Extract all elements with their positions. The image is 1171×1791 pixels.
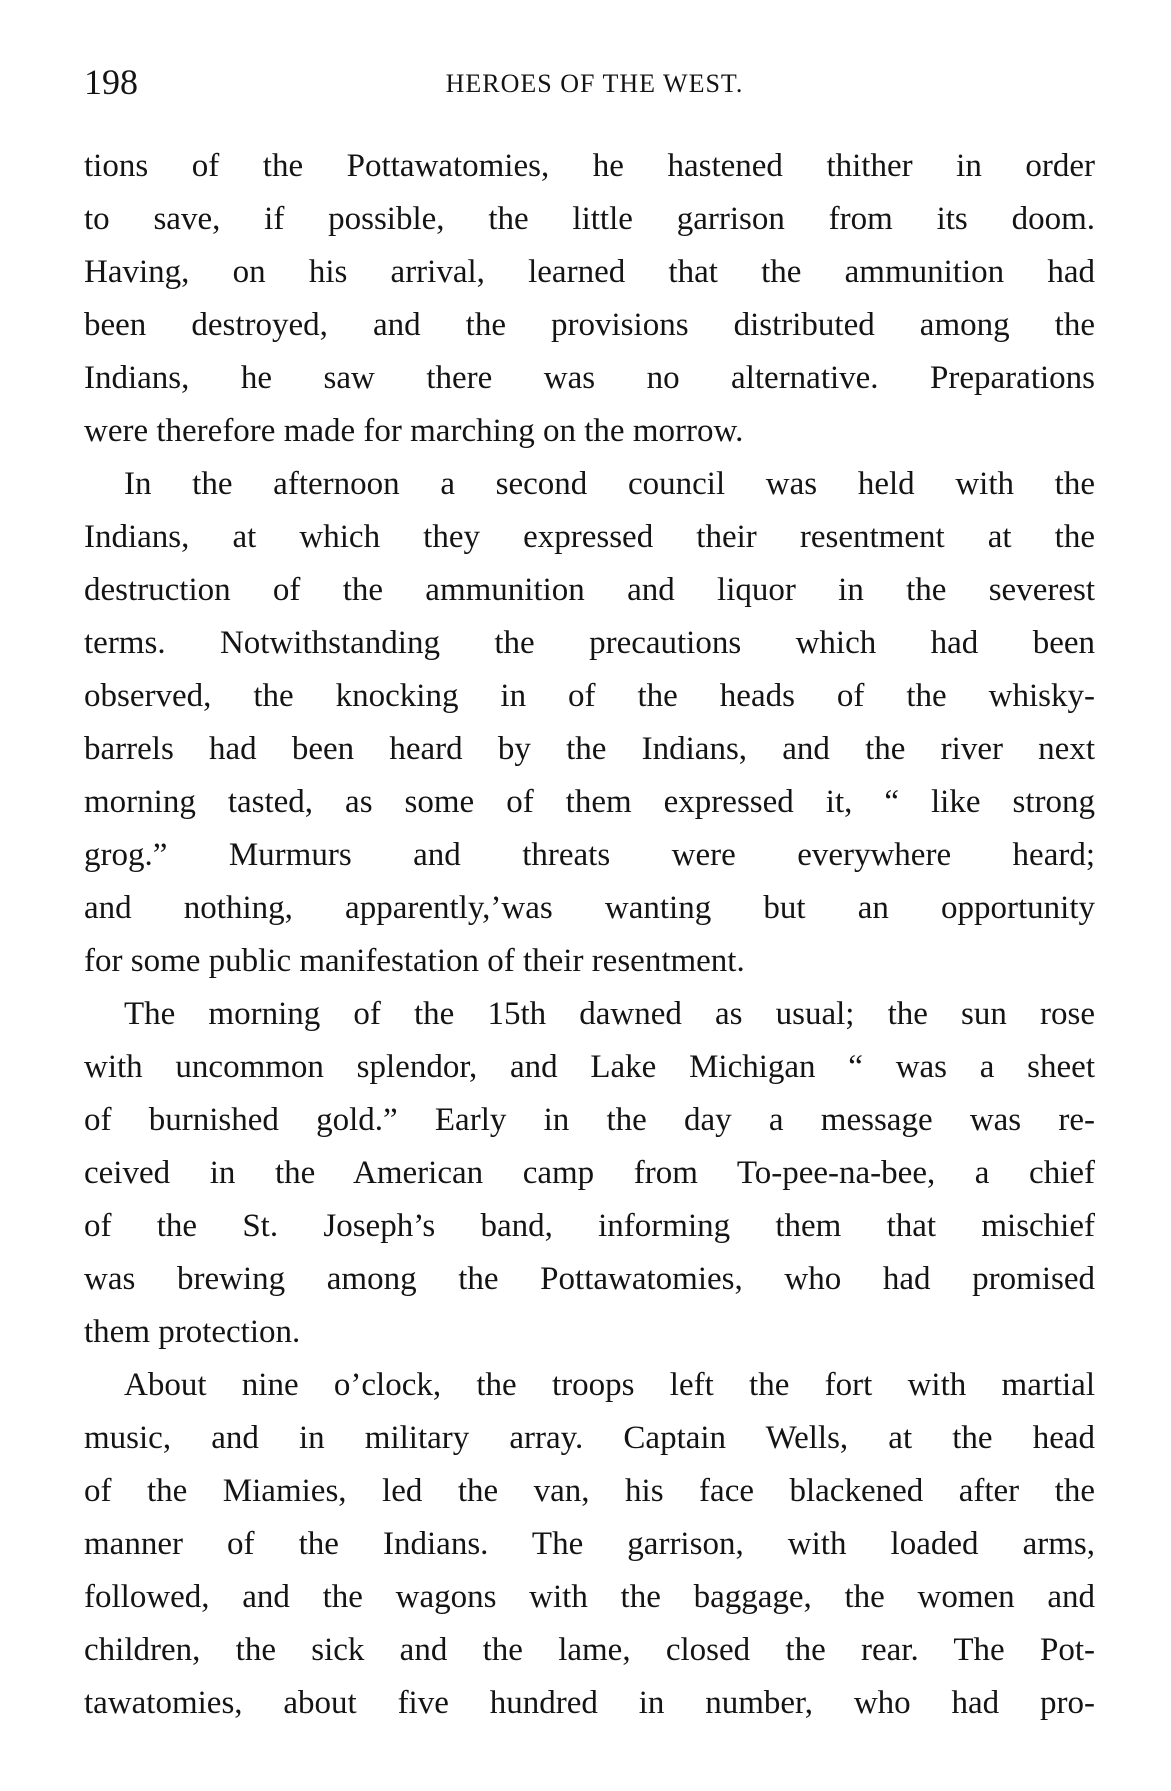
text-line: Indians, he saw there was no alternative. Preparations — [84, 360, 1095, 396]
text-line: The morning of the 15th dawned as usual; the sun rose — [124, 996, 1095, 1032]
text-line: ceived in the American camp from To-pee-na-bee, a chief — [84, 1155, 1095, 1191]
text-line: of burnished gold.” Early in the day a message was re- — [84, 1102, 1095, 1138]
text-line: for some public manifestation of their resentment. — [84, 943, 745, 979]
text-line: of the St. Joseph’s band, informing them that mischief — [84, 1208, 1095, 1244]
text-line: About nine o’clock, the troops left the fort with martial — [124, 1367, 1095, 1403]
text-line: Having, on his arrival, learned that the ammunition had — [84, 254, 1095, 290]
text-line: In the afternoon a second council was held with the — [124, 466, 1095, 502]
text-line: children, the sick and the lame, closed the rear. The Pot- — [84, 1632, 1095, 1668]
paragraph-2 — [84, 458, 1095, 988]
text-line: music, and in military array. Captain Wells, at the head — [84, 1420, 1095, 1456]
text-line: tawatomies, about five hundred in number, who had pro- — [84, 1685, 1095, 1721]
text-line: with uncommon splendor, and Lake Michigan “ was a sheet — [84, 1049, 1095, 1085]
text-line: destruction of the ammunition and liquor in the severest — [84, 572, 1095, 608]
text-line: barrels had been heard by the Indians, and the river next — [84, 731, 1095, 767]
body-text — [84, 140, 1095, 1730]
text-line: of the Miamies, led the van, his face blackened after the — [84, 1473, 1095, 1509]
text-line: been destroyed, and the provisions distributed among the — [84, 307, 1095, 343]
paragraph-3 — [84, 988, 1095, 1359]
running-title: HEROES OF THE WEST. — [445, 69, 744, 98]
text-line: observed, the knocking in of the heads of the whisky- — [84, 678, 1095, 714]
paragraph-4 — [84, 1359, 1095, 1730]
text-line: was brewing among the Pottawatomies, who had promised — [84, 1261, 1095, 1297]
text-line: manner of the Indians. The garrison, with loaded arms, — [84, 1526, 1095, 1562]
text-line: tions of the Pottawatomies, he hastened thither in order — [84, 148, 1095, 184]
text-line: them protection. — [84, 1314, 301, 1350]
text-line: to save, if possible, the little garrison from its doom. — [84, 201, 1095, 237]
text-line: terms. Notwithstanding the precautions which had been — [84, 625, 1095, 661]
text-line: grog.” Murmurs and threats were everywhere heard; — [84, 837, 1095, 873]
text-line: and nothing, apparently,’was wanting but an opportunity — [84, 890, 1095, 926]
text-line: Indians, at which they expressed their resentment at the — [84, 519, 1095, 555]
text-line: morning tasted, as some of them expressed it, “ like strong — [84, 784, 1095, 820]
page-number: 198 — [84, 62, 138, 102]
running-head — [84, 60, 1095, 110]
paragraph-1 — [84, 140, 1095, 458]
text-line: followed, and the wagons with the baggage, the women and — [84, 1579, 1095, 1615]
text-line: were therefore made for marching on the morrow. — [84, 413, 744, 449]
